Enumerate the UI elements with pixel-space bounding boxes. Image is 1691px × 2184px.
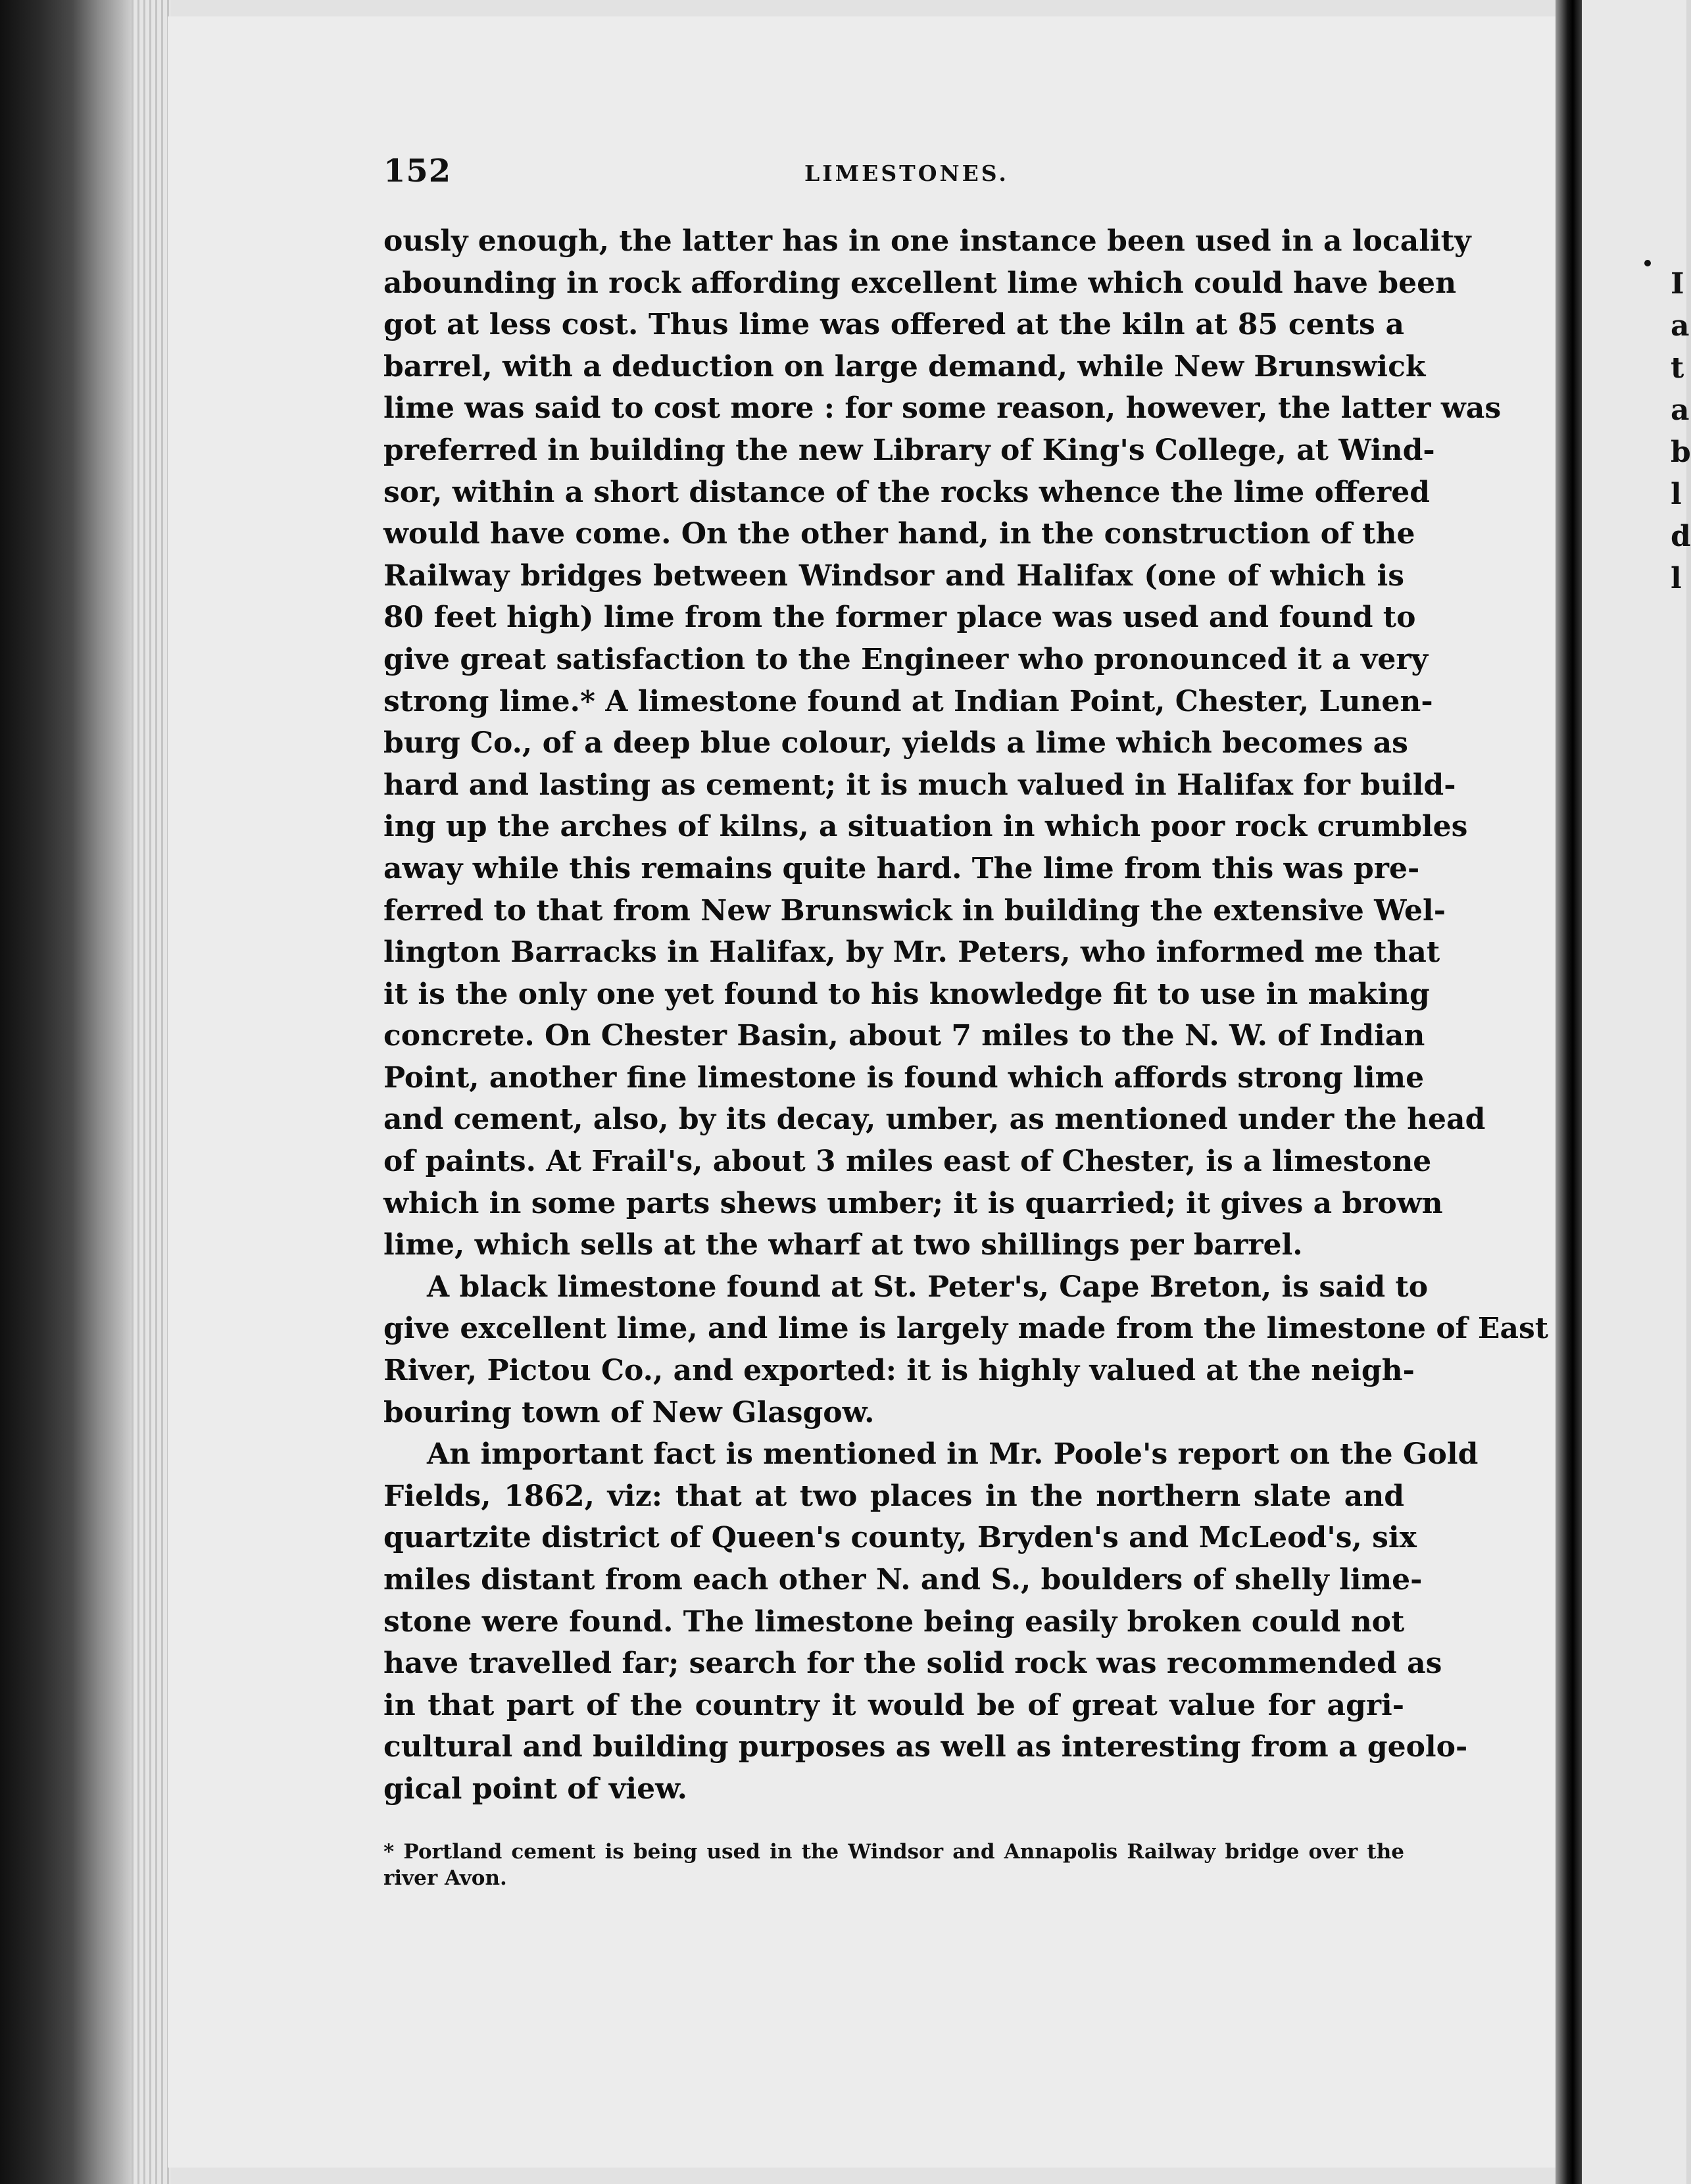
text-line: quartzite district of Queen's county, Bryden's and McLeod's, six [383, 1521, 1417, 1555]
text-line: ferred to that from New Brunswick in building the extensive Wel- [383, 893, 1446, 928]
facing-page-letter: d [1671, 520, 1691, 553]
paragraph [383, 220, 1502, 1266]
page-edges [132, 0, 171, 2184]
book-gutter-right [1556, 0, 1582, 2184]
text-line: and cement, also, by its decay, umber, as mentioned under the head [383, 1103, 1486, 1137]
body-text [383, 220, 1549, 1810]
running-head: LIMESTONES. [804, 161, 1009, 186]
text-line: gical point of view. [383, 1772, 687, 1806]
print-speck [1644, 260, 1651, 266]
facing-page-letter: t [1671, 351, 1684, 385]
text-line: in that part of the country it would be of great value for agri- [383, 1688, 1404, 1722]
text-line: Point, another fine limestone is found which affords strong lime [383, 1060, 1425, 1095]
facing-page-letter: l [1671, 478, 1682, 511]
facing-page-fragments [1671, 263, 1691, 600]
text-line: cultural and building purposes as well as interesting from a geolo- [383, 1730, 1468, 1764]
text-line: of paints. At Frail's, about 3 miles east of Chester, is a limestone [383, 1145, 1432, 1179]
paragraph [383, 1433, 1479, 1810]
facing-page-letter: a [1671, 393, 1690, 427]
footnote-line: river Avon. [383, 1866, 507, 1890]
text-line: got at less cost. Thus lime was offered at the kiln at 85 cents a [383, 308, 1404, 342]
book-binding-left [0, 0, 132, 2184]
footnote [383, 1839, 1404, 1891]
text-line: it is the only one yet found to his knowledge fit to use in making [383, 977, 1430, 1011]
text-line: burg Co., of a deep blue colour, yields a lime which becomes as [383, 726, 1408, 760]
text-line: 80 feet high) lime from the former place was used and found to [383, 601, 1416, 635]
text-line: give great satisfaction to the Engineer who pronounced it a very [383, 642, 1429, 676]
text-line: hard and lasting as cement; it is much valued in Halifax for build- [383, 768, 1456, 802]
text-line: concrete. On Chester Basin, about 7 miles to the N. W. of Indian [383, 1019, 1425, 1053]
text-line: lington Barracks in Halifax, by Mr. Peters, who informed me that [383, 935, 1440, 970]
text-line: Railway bridges between Windsor and Halifax (one of which is [383, 558, 1404, 593]
text-line: ously enough, the latter has in one instance been used in a locality [383, 224, 1471, 258]
paragraph [383, 1266, 1549, 1433]
text-line: An important fact is mentioned in Mr. Poole's report on the Gold [427, 1437, 1479, 1472]
facing-page-letter: l [1671, 562, 1682, 595]
text-line: give excellent lime, and lime is largely made from the limestone of East [383, 1312, 1549, 1346]
text-line: River, Pictou Co., and exported: it is highly valued at the neigh- [383, 1354, 1415, 1388]
text-line: away while this remains quite hard. The lime from this was pre- [383, 851, 1420, 885]
text-line: barrel, with a deduction on large demand, while New Brunswick [383, 349, 1426, 384]
footnote-line: * Portland cement is being used in the Windsor and Annapolis Railway bridge over the [383, 1840, 1404, 1864]
text-line: ing up the arches of kilns, a situation in which poor rock crumbles [383, 810, 1468, 844]
facing-page-letter: I [1671, 267, 1684, 301]
text-line: strong lime.* A limestone found at Indian Point, Chester, Lunen- [383, 684, 1433, 718]
text-line: have travelled far; search for the solid rock was recommended as [383, 1647, 1442, 1681]
text-line: preferred in building the new Library of King's College, at Wind- [383, 433, 1435, 467]
text-line: which in some parts shews umber; it is quarried; it gives a brown [383, 1186, 1443, 1220]
text-line: Fields, 1862, viz: that at two places in the northern slate and [383, 1479, 1404, 1513]
text-line: lime, which sells at the wharf at two shillings per barrel. [383, 1228, 1303, 1262]
text-line: sor, within a short distance of the rocks whence the lime offered [383, 475, 1431, 509]
page-number: 152 [383, 153, 452, 189]
text-line: miles distant from each other N. and S., boulders of shelly lime- [383, 1563, 1423, 1597]
text-line: A black limestone found at St. Peter's, Cape Breton, is said to [427, 1270, 1429, 1304]
facing-page-letter: a [1671, 309, 1690, 343]
text-line: would have come. On the other hand, in the construction of the [383, 517, 1415, 551]
text-line: bouring town of New Glasgow. [383, 1395, 875, 1429]
text-line: stone were found. The limestone being easily broken could not [383, 1604, 1405, 1639]
facing-page-letter: b [1671, 435, 1691, 469]
text-line: lime was said to cost more : for some reason, however, the latter was [383, 391, 1502, 426]
page-header [383, 153, 1409, 199]
text-line: abounding in rock affording excellent lime which could have been [383, 266, 1457, 300]
